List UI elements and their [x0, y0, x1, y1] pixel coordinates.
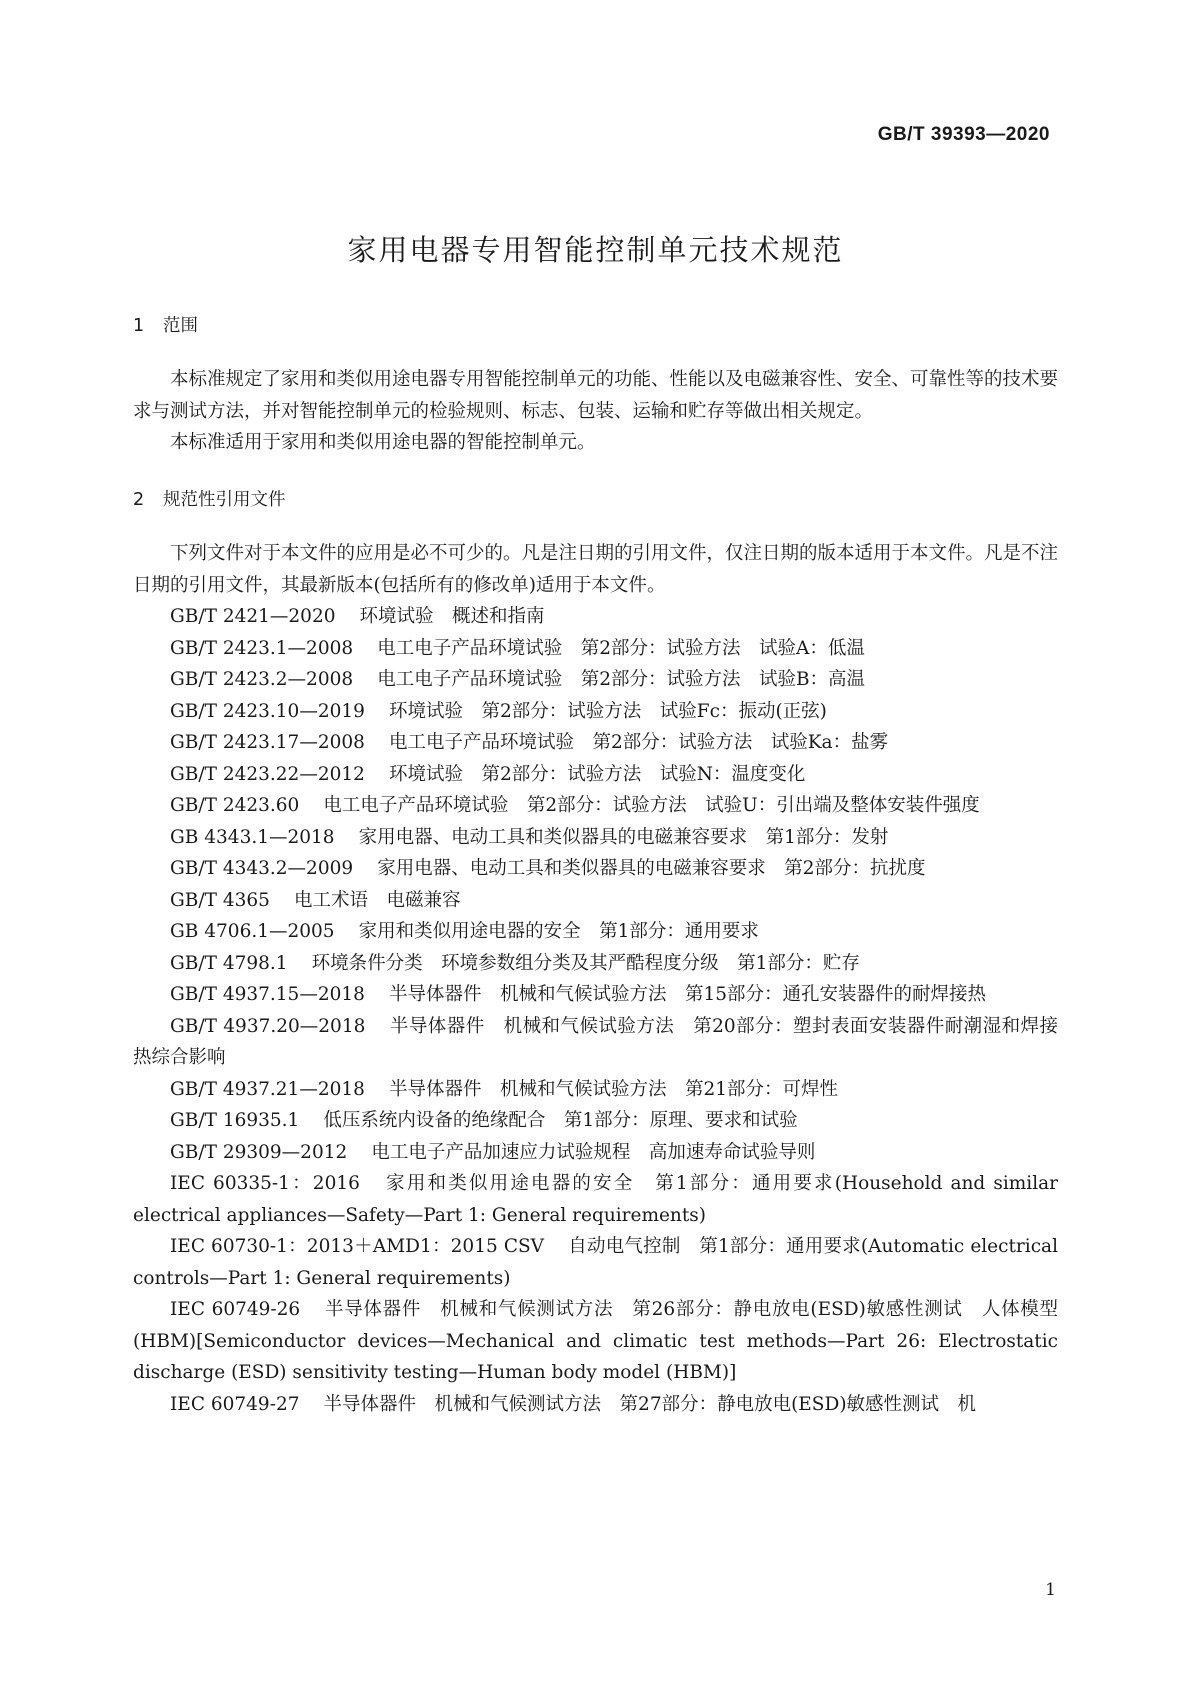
- reference-item: [133, 664, 1058, 696]
- reference-item: [133, 853, 1058, 885]
- reference-code: IEC 60730-1：2013＋AMD1：2015 CSV: [170, 1236, 545, 1257]
- reference-title: 半导体器件 机械和气候测试方法 第26部分：静电放电(ESD)敏感性测试 人体模型(HBM)[Semiconductor devices—Mechanical and climatic test methods—Part 26: Electrostatic discharge (ESD) sensitivity testing—Human body model (HBM)]: [133, 1299, 1058, 1383]
- reference-item: [133, 601, 1058, 633]
- reference-code: GB 4706.1—2005: [170, 921, 335, 942]
- reference-code: GB/T 2423.17—2008: [170, 732, 365, 753]
- reference-item: [133, 696, 1058, 728]
- section-2-title: 规范性引用文件: [163, 490, 286, 510]
- reference-title: 家用电器、电动工具和类似器具的电磁兼容要求 第2部分：抗扰度: [377, 858, 926, 879]
- reference-code: GB/T 29309—2012: [170, 1141, 348, 1163]
- reference-code: IEC 60749-27: [170, 1393, 300, 1415]
- reference-title: 家用和类似用途电器的安全 第1部分：通用要求(Household and similar electrical appliances—Safety—Part 1: General requirements): [133, 1173, 1059, 1226]
- reference-item: [133, 1105, 1058, 1137]
- reference-code: GB/T 2421—2020: [170, 606, 336, 627]
- document-title: 家用电器专用智能控制单元技术规范: [347, 233, 844, 267]
- reference-title: 低压系统内设备的绝缘配合 第1部分：原理、要求和试验: [323, 1110, 798, 1131]
- reference-code: GB/T 16935.1: [170, 1110, 300, 1131]
- reference-item: [133, 633, 1058, 665]
- reference-code: GB/T 2423.10—2019: [170, 700, 365, 722]
- reference-title: 半导体器件 机械和气候试验方法 第15部分：通孔安装器件的耐焊接热: [388, 984, 987, 1005]
- reference-title: 家用电器、电动工具和类似器具的电磁兼容要求 第1部分：发射: [358, 826, 889, 848]
- section-1-title: 范围: [163, 316, 198, 336]
- reference-code: IEC 60749-26: [170, 1299, 301, 1320]
- reference-title: 电工电子产品加速应力试验规程 高加速寿命试验导则: [371, 1141, 816, 1163]
- reference-code: GB/T 4937.20—2018: [170, 1015, 366, 1037]
- reference-code: GB 4343.1—2018: [170, 826, 335, 848]
- reference-title: 电工电子产品环境试验 第2部分：试验方法 试验B：高温: [377, 669, 866, 690]
- reference-title: 环境试验 第2部分：试验方法 试验Fc：振动(正弦): [388, 700, 827, 722]
- reference-title: 半导体器件 机械和气候试验方法 第21部分：可焊性: [388, 1078, 839, 1100]
- paragraph: 下列文件对于本文件的应用是必不可少的。凡是注日期的引用文件，仅注日期的版本适用于本文件。凡是不注日期的引用文件，其最新版本(包括所有的修改单)适用于本文件。: [133, 543, 1059, 596]
- reference-code: GB/T 2423.22—2012: [170, 763, 365, 785]
- section-2-heading: [133, 486, 286, 511]
- reference-item: [133, 1168, 1058, 1231]
- section-1-heading: [133, 312, 198, 337]
- reference-code: GB/T 2423.60: [170, 795, 300, 816]
- reference-title: 电工术语 电磁兼容: [293, 889, 461, 911]
- reference-title: 电工电子产品环境试验 第2部分：试验方法 试验U：引出端及整体安装件强度: [323, 795, 980, 816]
- reference-title: 自动电气控制 第1部分：通用要求(Automatic electrical controls—Part 1: General requirements): [133, 1236, 1058, 1289]
- section-2-number: 2: [133, 490, 145, 510]
- reference-item: [133, 1294, 1058, 1389]
- reference-list: [133, 601, 1058, 1420]
- reference-title: 家用和类似用途电器的安全 第1部分：通用要求: [358, 921, 759, 942]
- reference-code: IEC 60335-1：2016: [170, 1173, 360, 1194]
- paragraph: 本标准适用于家用和类似用途电器的智能控制单元。: [170, 432, 596, 453]
- reference-item: [133, 948, 1058, 980]
- reference-title: 电工电子产品环境试验 第2部分：试验方法 试验A：低温: [377, 637, 865, 659]
- reference-item: [133, 1074, 1058, 1106]
- reference-item: [133, 759, 1058, 791]
- reference-code: GB/T 4365: [170, 889, 270, 911]
- reference-title: 环境试验 概述和指南: [359, 606, 545, 627]
- reference-code: GB/T 2423.2—2008: [170, 669, 354, 690]
- reference-item: [133, 790, 1058, 822]
- reference-item: [133, 916, 1058, 948]
- section-1-number: 1: [133, 316, 145, 336]
- reference-item: [133, 822, 1058, 854]
- reference-item: [133, 885, 1058, 917]
- reference-code: GB/T 4937.15—2018: [170, 984, 365, 1005]
- reference-item: [133, 1389, 1058, 1421]
- reference-item: [133, 727, 1058, 759]
- reference-code: GB/T 4937.21—2018: [170, 1078, 365, 1100]
- reference-item: [133, 1137, 1058, 1169]
- reference-title: 半导体器件 机械和气候测试方法 第27部分：静电放电(ESD)敏感性测试 机: [323, 1393, 977, 1415]
- page-number: 1: [1045, 1580, 1056, 1600]
- section-1-body: [133, 364, 1058, 459]
- reference-title: 环境条件分类 环境参数组分类及其严酷程度分级 第1部分：贮存: [311, 952, 860, 974]
- reference-code: GB/T 4343.2—2009: [170, 858, 354, 879]
- reference-title: 环境试验 第2部分：试验方法 试验N：温度变化: [388, 763, 806, 785]
- reference-item: [133, 1011, 1058, 1074]
- reference-title: 半导体器件 机械和气候试验方法 第20部分：塑封表面安装器件耐潮湿和焊接热综合影响: [133, 1015, 1058, 1068]
- reference-title: 电工电子产品环境试验 第2部分：试验方法 试验Ka：盐雾: [388, 732, 889, 753]
- reference-code: GB/T 2423.1—2008: [170, 637, 354, 659]
- section-2-body: [133, 538, 1058, 1420]
- paragraph: 本标准规定了家用和类似用途电器专用智能控制单元的功能、性能以及电磁兼容性、安全、可靠性等的技术要求与测试方法，并对智能控制单元的检验规则、标志、包装、运输和贮存等做出相关规定。: [133, 369, 1059, 422]
- reference-item: [133, 1231, 1058, 1294]
- reference-code: GB/T 4798.1: [170, 952, 288, 974]
- reference-item: [133, 979, 1058, 1011]
- standard-number: GB/T 39393—2020: [877, 124, 1050, 145]
